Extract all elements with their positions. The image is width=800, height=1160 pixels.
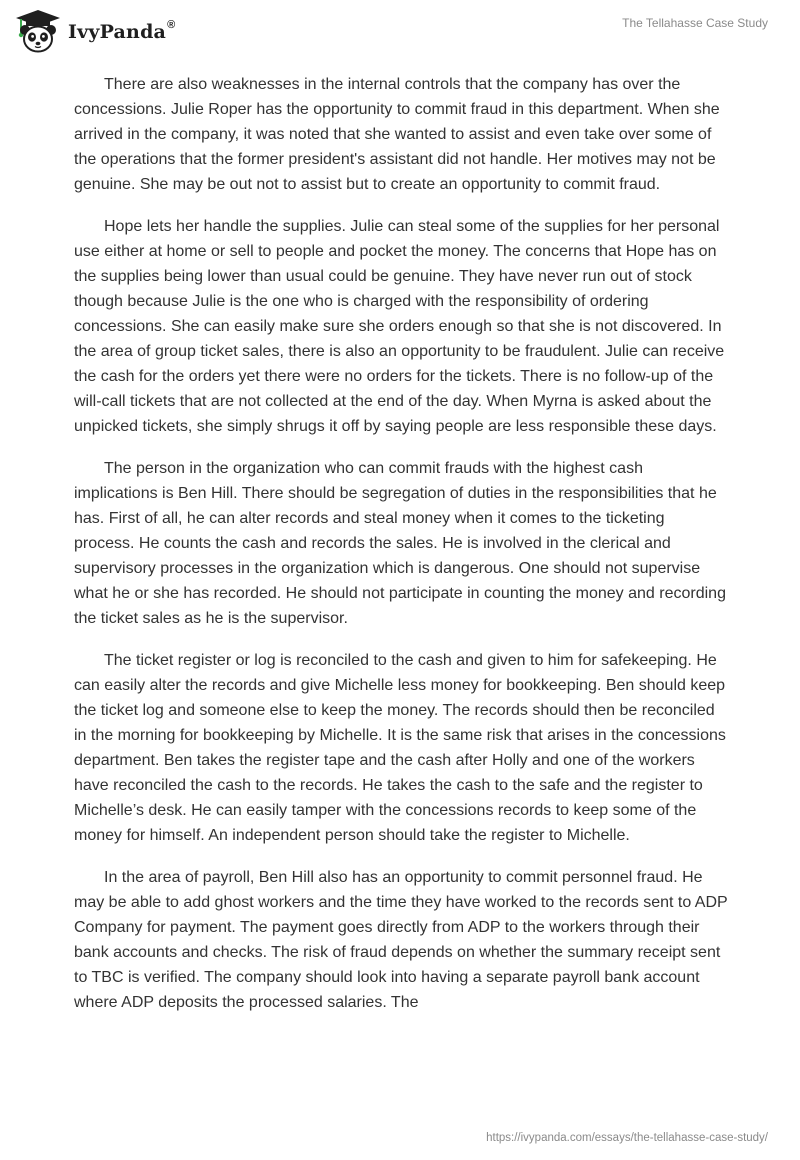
paragraph: Hope lets her handle the supplies. Julie can steal some of the supplies for her personal use either at home or sell to people and pocket the money. The concerns that Hope has on the supplies being lower than usual could be genuine. They have never run out of stock though because Julie is the one who is charged with the responsibility of ordering concessions. She can easily make sure she orders enough so that she is not discovered. In the area of group ticket sales, there is also an opportunity to be fraudulent. Julie can receive the cash for the orders yet there were no orders for the tickets. There is no follow-up of the will-call tickets that are not collected at the end of the day. When Myrna is asked about the unpicked tickets, she simply shrugs it off by saying people are less responsible these days. [74,218,725,435]
panda-graduate-icon [14,8,62,54]
document-title: The Tellahasse Case Study [622,16,768,30]
page-header [0,0,800,60]
paragraph: The ticket register or log is reconciled to the cash and given to him for safekeeping. He can easily alter the records and give Michelle less money for bookkeeping. Ben should keep the ticket log and someone else to keep the money. The records should then be reconciled in the morning for bookkeeping by Michelle. It is the same risk that arises in the concessions department. Ben takes the register tape and the cash after Holly and one of the workers have reconciled the cash to the records. He takes the cash to the safe and the register to Michelle’s desk. He can easily tamper with the concessions records to keep some of the money for himself. An independent person should take the register to Michelle. [74,652,726,844]
paragraph: The person in the organization who can commit frauds with the highest cash implications is Ben Hill. There should be segregation of duties in the responsibilities that he has. First of all, he can alter records and steal money when it comes to the ticketing process. He counts the cash and records the sales. He is involved in the clerical and supervisory processes in the organization which is dangerous. One should not supervise what he or she has recorded. He should not participate in counting the money and recording the ticket sales as he is the supervisor. [74,460,726,627]
paragraph: There are also weaknesses in the internal controls that the company has over the concessions. Julie Roper has the opportunity to commit fraud in this department. When she arrived in the company, it was noted that she wanted to assist and even take over some of the operations that the former president's assistant did not handle. Her motives may not be genuine. She may be out not to assist but to create an opportunity to commit fraud. [74,76,720,193]
essay-body [74,72,728,1032]
brand-name [68,21,175,43]
source-url[interactable]: https://ivypanda.com/essays/the-tellahasse-case-study/ [486,1132,768,1144]
brand-logo[interactable] [14,8,175,54]
registered-mark: ® [167,19,176,31]
brand-name-text: IvyPanda [68,21,167,43]
paragraph: In the area of payroll, Ben Hill also has an opportunity to commit personnel fraud. He may be able to add ghost workers and the time they have worked to the records sent to ADP Company for payment. The payment goes directly from ADP to the workers through their bank accounts and checks. The risk of fraud depends on whether the summary receipt sent to TBC is verified. The company should look into having a separate payroll bank account where ADP deposits the processed salaries. The [74,869,728,1011]
